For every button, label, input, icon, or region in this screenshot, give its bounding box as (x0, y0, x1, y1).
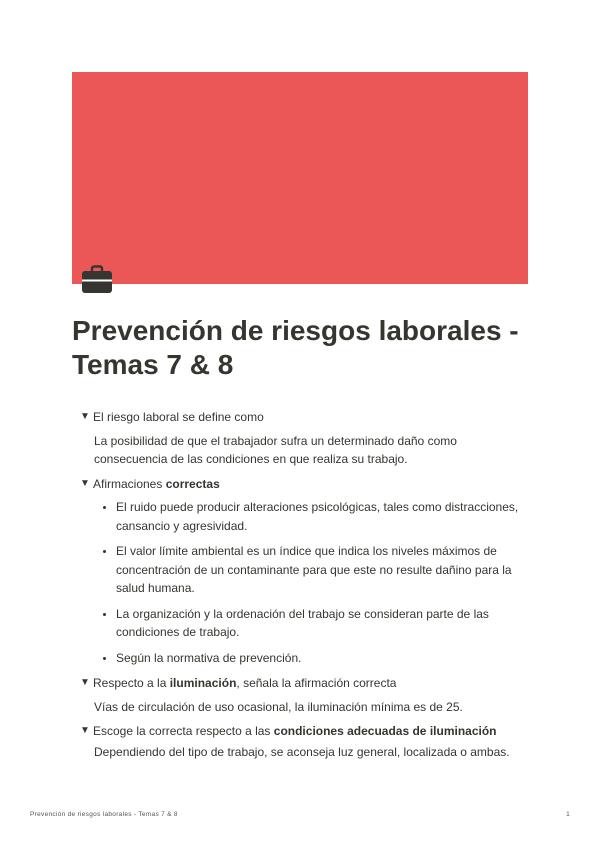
page-title: Prevención de riesgos laborales - Temas 7 & 8 (72, 315, 519, 380)
page-footer (30, 811, 570, 818)
toggle-heading[interactable] (80, 408, 530, 427)
toggle-heading-text: Respecto a la iluminación, señala la afirmación correcta (93, 676, 397, 690)
heading-bold-text: correctas (165, 476, 220, 491)
toggle-block[interactable] (80, 408, 530, 469)
toggle-block[interactable] (80, 722, 530, 761)
toggle-body (94, 432, 530, 469)
toggle-heading[interactable] (80, 722, 530, 741)
briefcase-icon (80, 262, 114, 296)
heading-bold-text: iluminación (169, 676, 237, 690)
toggle-heading[interactable] (80, 674, 530, 693)
toggle-heading-text: Escoge la correcta respecto a las condiciones adecuadas de iluminación (93, 724, 497, 738)
toggle-triangle-icon[interactable]: ▼ (80, 725, 90, 736)
toggle-triangle-icon[interactable]: ▼ (80, 677, 90, 688)
toggle-triangle-icon[interactable]: ▼ (80, 477, 90, 489)
list-item: • La organización y la ordenación del trabajo se consideran parte de las condiciones de trabajo. (116, 605, 530, 642)
page-content (80, 408, 530, 767)
toggle-block[interactable] (80, 475, 530, 668)
list-item: • El ruido puede producir alteraciones psicológicas, tales como distracciones, cansancio y agresividad. (116, 498, 530, 535)
toggle-heading-text: Afirmaciones correctas (93, 476, 220, 491)
toggle-block[interactable] (80, 674, 530, 716)
toggle-triangle-icon[interactable]: ▼ (80, 411, 90, 422)
toggle-answer: La posibilidad de que el trabajador sufra un determinado daño como consecuencia de las condiciones en que realiza su trabajo. (94, 433, 457, 466)
toggle-heading-text: El riesgo laboral se define como (93, 410, 264, 424)
page-number: 1 (566, 811, 570, 818)
list-item: • El valor límite ambiental es un índice que indica los niveles máximos de concentración de un contaminante para que este no resulte dañino para la salud humana. (116, 542, 530, 598)
footer-title: Prevención de riesgos laborales - Temas 7 & 8 (30, 811, 178, 818)
toggle-answer: Dependiendo del tipo de trabajo, se aconseja luz general, localizada o ambas. (94, 744, 510, 759)
cover-banner (72, 72, 528, 284)
heading-bold-text: condiciones adecuadas de iluminación (273, 724, 497, 738)
toggle-answer: Vías de circulación de uso ocasional, la iluminación mínima es de 25. (94, 699, 463, 714)
toggle-body (94, 498, 530, 667)
list-item: • Según la normativa de prevención. (116, 649, 530, 668)
bullet-list (94, 498, 530, 667)
toggle-body (94, 743, 530, 762)
toggle-body (94, 698, 530, 717)
toggle-heading[interactable] (80, 475, 530, 494)
